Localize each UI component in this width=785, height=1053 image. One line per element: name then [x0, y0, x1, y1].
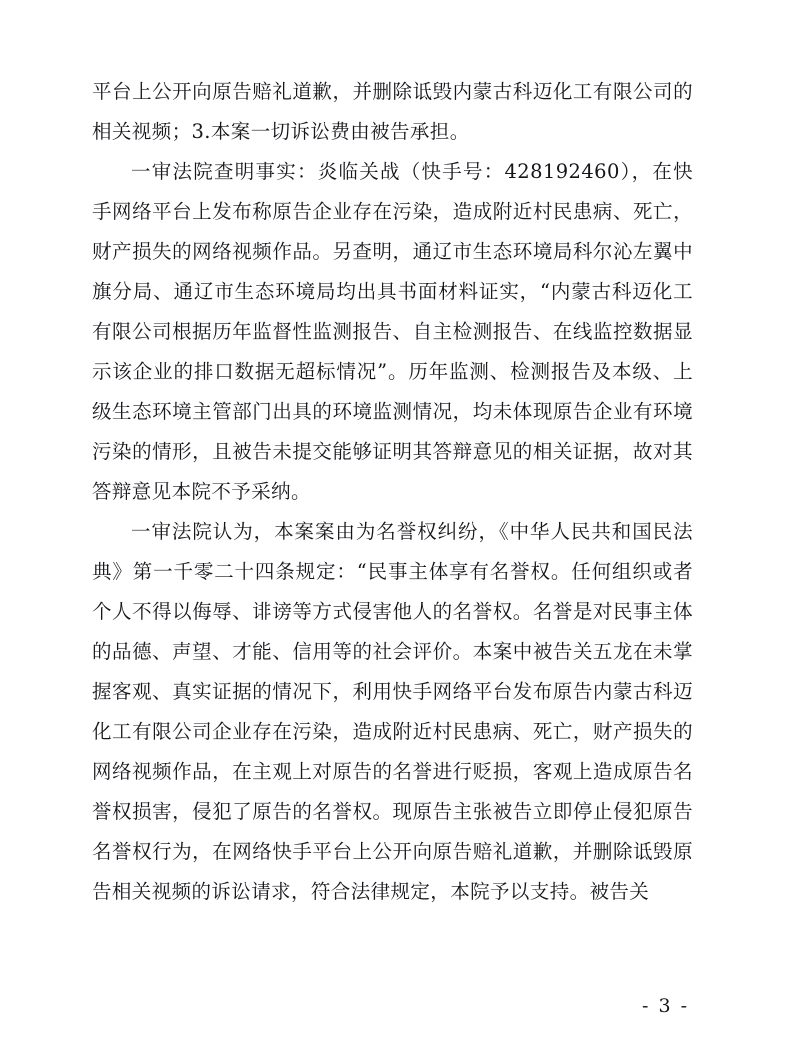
page-number: - 3 -: [641, 995, 689, 1017]
paragraph-continued-claims: 平台上公开向原告赔礼道歉，并删除诋毁内蒙古科迈化工有限公司的相关视频；3.本案一切诉讼费由被告承担。: [92, 80, 693, 143]
document-body: [92, 72, 693, 912]
paragraph-first-instance-facts: 一审法院查明事实：炎临关战（快手号：428192460），在快手网络平台上发布称原告企业存在污染，造成附近村民患病、死亡，财产损失的网络视频作品。另查明，通辽市生态环境局科尔沁左翼中旗分局、通辽市生态环境局均出具书面材料证实，“内蒙古科迈化工有限公司根据历年监督性监测报告、自主检测报告、在线监控数据显示该企业的排口数据无超标情况”。历年监测、检测报告及本级、上级生态环境主管部门出具的环境监测情况，均未体现原告企业有环境污染的情形，且被告未提交能够证明其答辩意见的相关证据，故对其答辩意见本院不予采纳。: [92, 160, 693, 503]
paragraph-first-instance-reasoning: 一审法院认为，本案案由为名誉权纠纷，《中华人民共和国民法典》第一千零二十四条规定：“民事主体享有名誉权。任何组织或者个人不得以侮辱、诽谤等方式侵害他人的名誉权。名誉是对民事主体的品德、声望、才能、信用等的社会评价。本案中被告关五龙在未掌握客观、真实证据的情况下，利用快手网络平台发布原告内蒙古科迈化工有限公司企业存在污染，造成附近村民患病、死亡，财产损失的网络视频作品，在主观上对原告的名誉进行贬损，客观上造成原告名誉权损害，侵犯了原告的名誉权。现原告主张被告立即停止侵犯原告名誉权行为，在网络快手平台上公开向原告赔礼道歉，并删除诋毁原告相关视频的诉讼请求，符合法律规定，本院予以支持。被告关: [92, 520, 693, 903]
